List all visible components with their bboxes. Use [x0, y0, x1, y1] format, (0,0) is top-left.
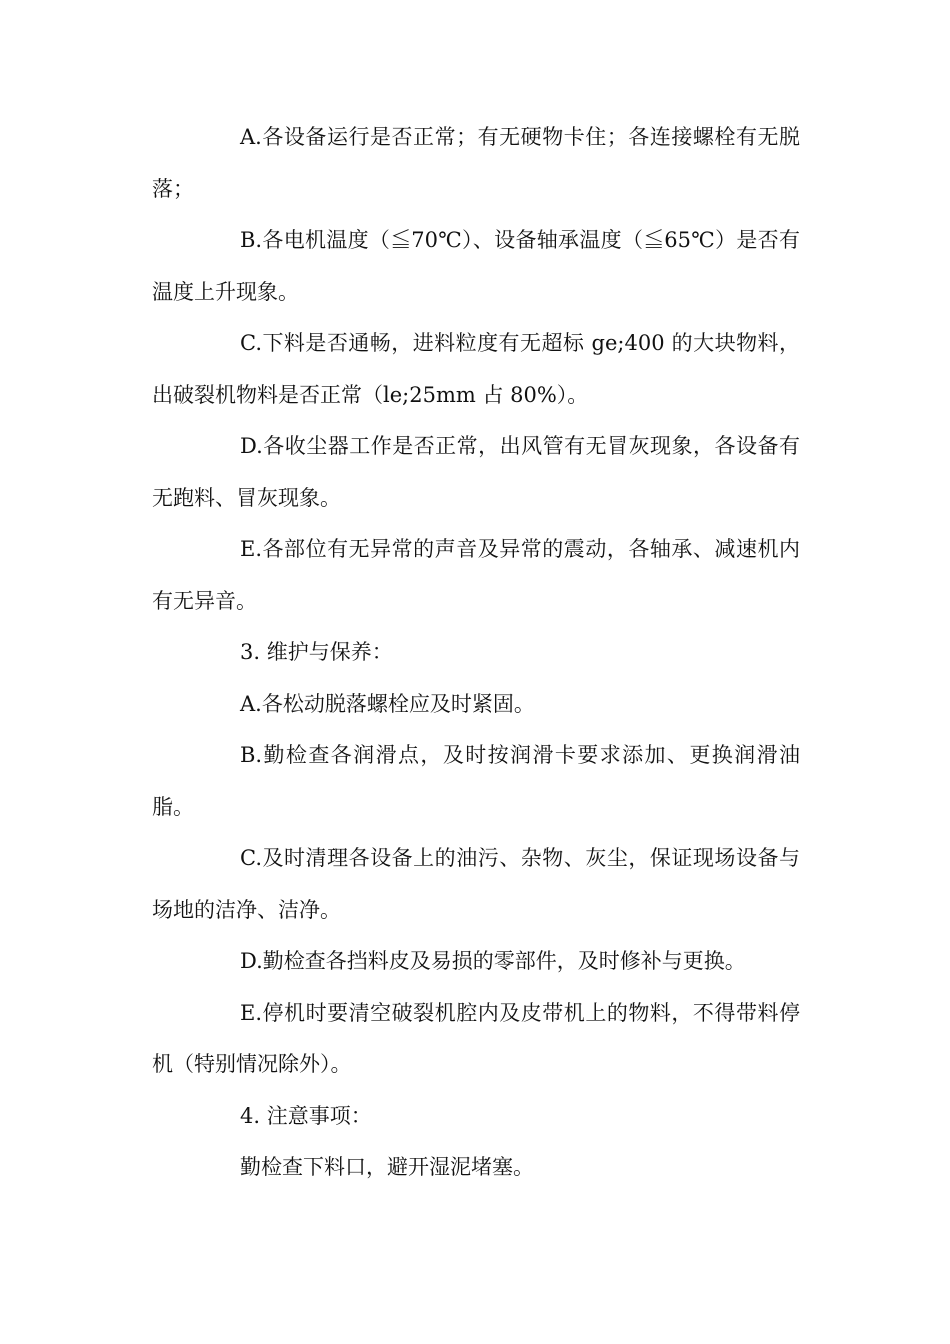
document-body [152, 112, 800, 1194]
paragraph-check-feeding: C.下料是否通畅，进料粒度有无超标 ge;400 的大块物料，出破裂机物料是否正常（le;25mm 占 80%）。 [152, 331, 800, 407]
paragraph-check-dust-collector: D.各收尘器工作是否正常，出风管有无冒灰现象，各设备有无跑料、冒灰现象。 [152, 434, 800, 510]
paragraph-lubrication: B.勤检查各润滑点，及时按润滑卡要求添加、更换润滑油脂。 [152, 743, 800, 819]
paragraph-tighten-bolts: A.各松动脱落螺栓应及时紧固。 [240, 691, 535, 716]
section-heading-maintenance: 3. 维护与保养： [240, 640, 393, 664]
paragraph-shutdown: E.停机时要清空破裂机腔内及皮带机上的物料，不得带料停机（特别情况除外）。 [152, 1000, 800, 1076]
paragraph-cleaning: C.及时清理各设备上的油污、杂物、灰尘，保证现场设备与场地的洁净、洁净。 [152, 846, 800, 922]
paragraph-wear-parts: D.勤检查各挡料皮及易损的零部件，及时修补与更换。 [240, 949, 746, 973]
paragraph-check-temperature: B.各电机温度（≦70℃）、设备轴承温度（≦65℃）是否有温度上升现象。 [152, 228, 800, 304]
paragraph-check-noise: E.各部位有无异常的声音及异常的震动，各轴承、减速机内有无异音。 [152, 537, 800, 613]
paragraph-check-outlet: 勤检查下料口，避开湿泥堵塞。 [240, 1155, 534, 1179]
paragraph-check-operation: A.各设备运行是否正常；有无硬物卡住；各连接螺栓有无脱落； [152, 125, 800, 201]
section-heading-notes: 4. 注意事项： [240, 1103, 372, 1128]
